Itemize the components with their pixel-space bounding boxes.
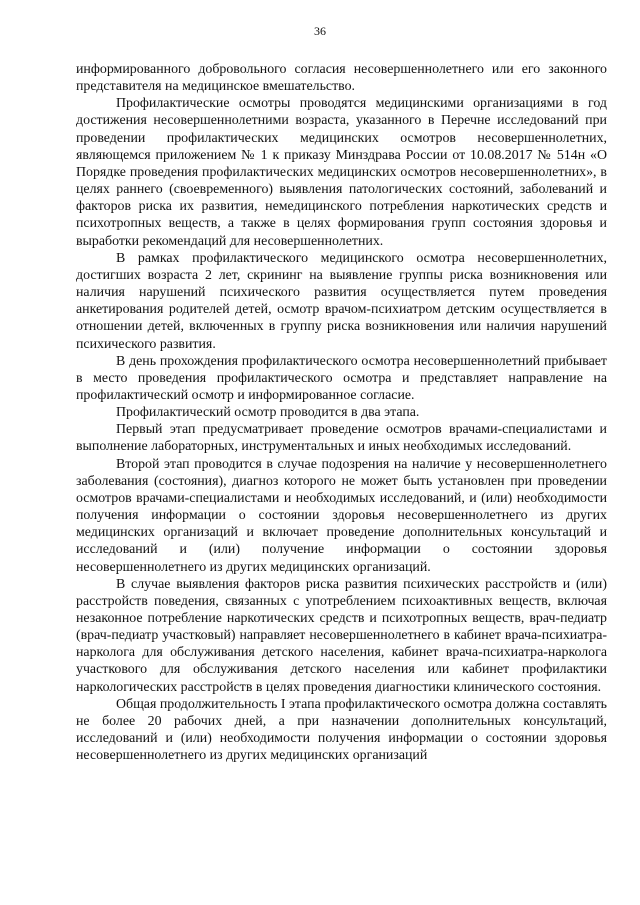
body-text	[76, 61, 607, 764]
paragraph: В рамках профилактического медицинского осмотра несовершеннолетних, достигших возраста 2 лет, скрининг на выявление группы риска возникновения или наличия нарушений психического развития осуществляется путем проведения анкетирования родителей детей, осмотр врачом-психиатром детским осуществляется в отношении детей, включенных в группу риска возникновения или наличия нарушений психического развития.	[76, 250, 607, 352]
paragraph: В случае выявления факторов риска развития психических расстройств и (или) расстройств поведения, связанных с употреблением психоактивных веществ, включая незаконное потребление наркотических средств и психотропных веществ, врач-педиатр (врач-педиатр участковый) направляет несовершеннолетнего в кабинет врача-психиатра-нарколога для обслуживания детского населения, кабинет врача-психиатра-нарколога участкового для обслуживания детского населения или кабинет профилактики наркологических расстройств в целях проведения диагностики клинического состояния.	[76, 576, 607, 695]
paragraph: Профилактические осмотры проводятся медицинскими организациями в год достижения несовершеннолетними возраста, указанного в Перечне исследований при проведении профилактических медицинских осмотров несовершеннолетних, являющемся приложением № 1 к приказу Минздрава России от 10.08.2017 № 514н «О Порядке проведения профилактических медицинских осмотров несовершеннолетних», в целях раннего (своевременного) выявления патологических состояний, заболеваний и факторов риска их развития, немедицинского потребления наркотических средств и психотропных веществ, а также в целях формирования групп состояния здоровья и выработки рекомендаций для несовершеннолетних.	[76, 96, 607, 249]
paragraph: Профилактический осмотр проводится в два этапа.	[116, 405, 420, 421]
paragraph: Второй этап проводится в случае подозрения на наличие у несовершеннолетнего заболевания (состояния), диагноз которого не может быть установлен при проведении осмотров врачами-специалистами и необходимых исследований, и (или) необходимости получения информации о состоянии здоровья несовершеннолетнего из других медицинских организаций и включает проведение дополнительных консультаций и исследований и (или) получение информации о состоянии здоровья несовершеннолетнего из других медицинских организаций.	[76, 456, 607, 575]
paragraph: информированного добровольного согласия несовершеннолетнего или его законного представителя на медицинское вмешательство.	[76, 62, 607, 95]
paragraph: Первый этап предусматривает проведение осмотров врачами-специалистами и выполнение лабораторных, инструментальных и иных необходимых исследований.	[76, 422, 607, 455]
paragraph: Общая продолжительность I этапа профилактического осмотра должна составлять не более 20 рабочих дней, а при назначении дополнительных консультаций, исследований и (или) необходимости получения информации о состоянии здоровья несовершеннолетнего из других медицинских организаций	[76, 696, 607, 764]
paragraph: В день прохождения профилактического осмотра несовершеннолетний прибывает в место проведения профилактического осмотра и представляет направление на профилактический осмотр и информированное согласие.	[76, 353, 607, 403]
page-number: 36	[314, 24, 326, 38]
